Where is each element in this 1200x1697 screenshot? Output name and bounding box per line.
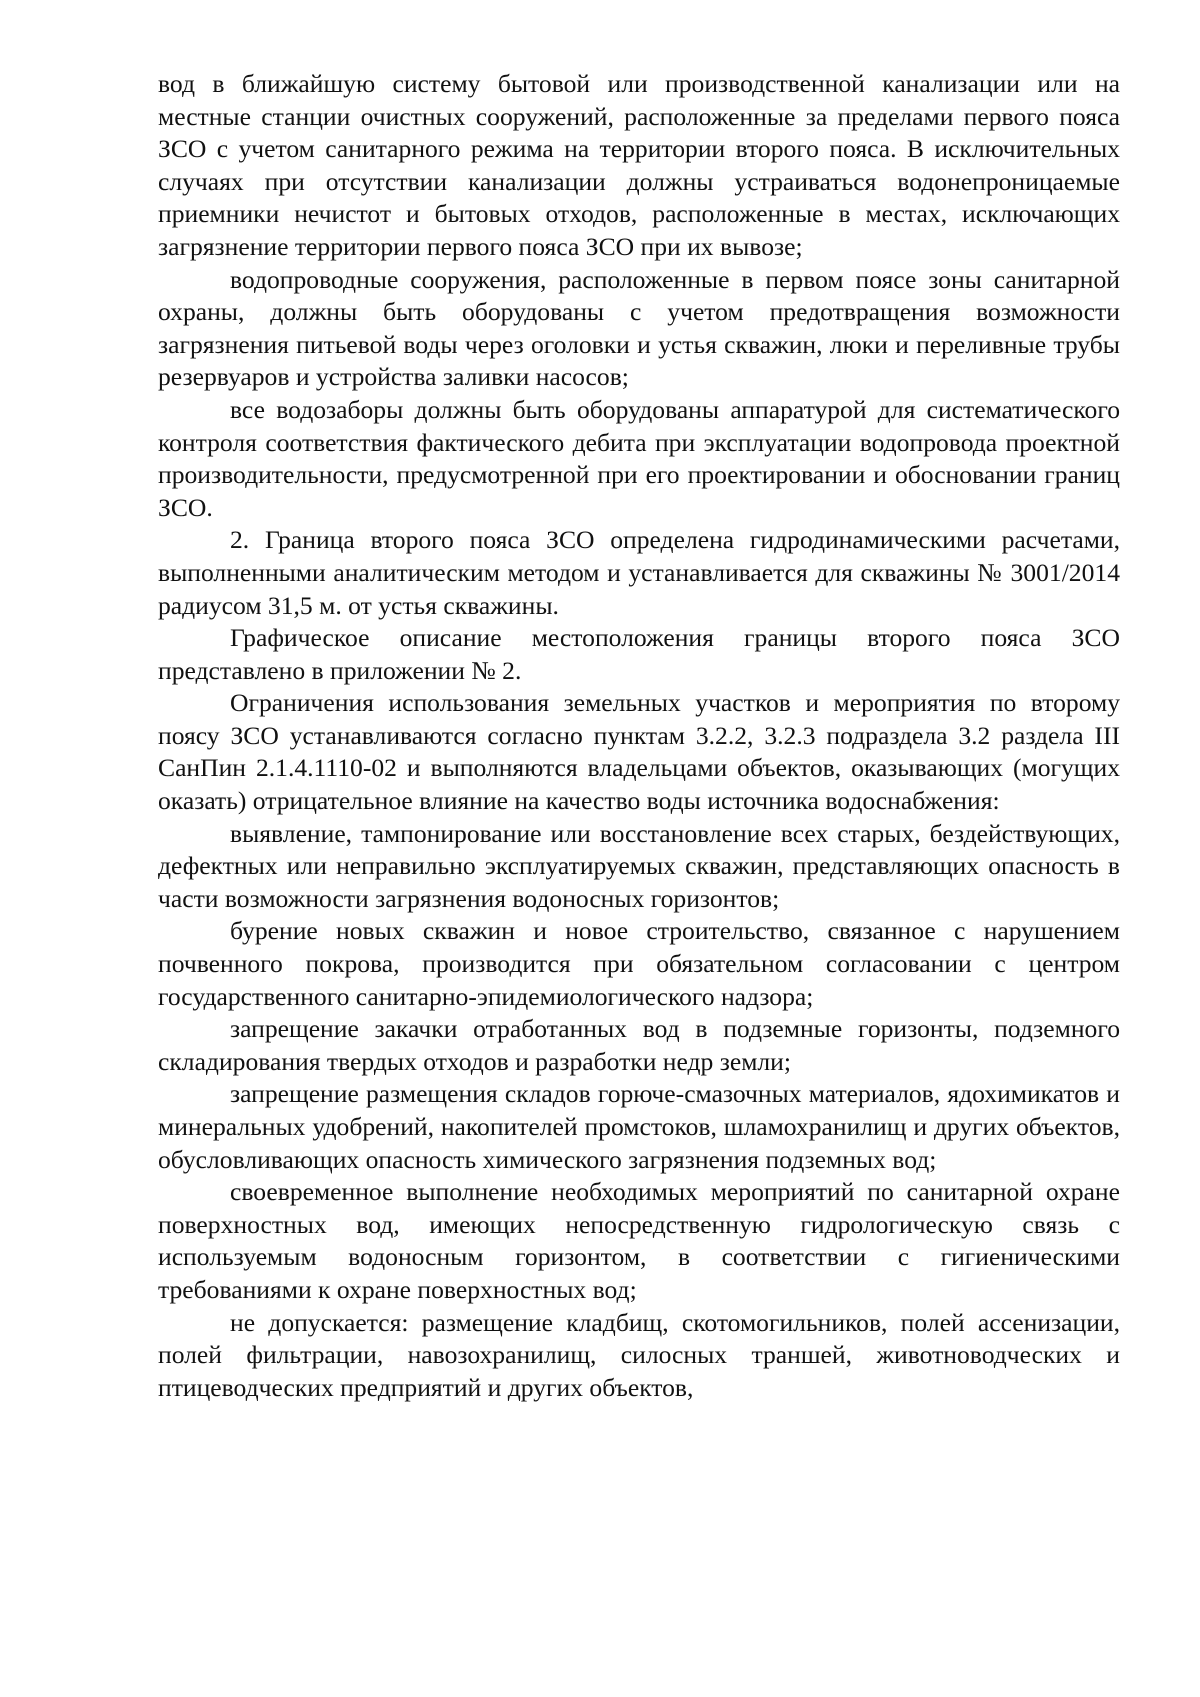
paragraph-7: выявление, тампонирование или восстановление всех старых, бездействующих, дефектных или неправильно эксплуатируемых скважин, представляющих опасность в части возможности загрязнения водоносных горизонтов; [158, 818, 1120, 913]
paragraph-3: все водозаборы должны быть оборудованы аппаратурой для систематического контроля соответствия фактического дебита при эксплуатации водопровода проектной производительности, предусмотренной при его проектировании и обосновании границ ЗСО. [158, 394, 1120, 522]
paragraph-4: 2. Граница второго пояса ЗСО определена гидродинамическими расчетами, выполненными аналитическим методом и устанавливается для скважины № 3001/2014 радиусом 31,5 м. от устья скважины. [158, 525, 1120, 620]
paragraph-1: вод в ближайшую систему бытовой или производственной канализации или на местные станции очистных сооружений, расположенные за пределами первого пояса ЗСО с учетом санитарного режима на территории второго пояса. В исключительных случаях при отсутствии канализации должны устраиваться водонепроницаемые приемники нечистот и бытовых отходов, расположенные в местах, исключающих загрязнение территории первого пояса ЗСО при их вывозе; [158, 69, 1120, 261]
document-page [158, 68, 1120, 1404]
paragraph-6: Ограничения использования земельных участков и мероприятия по второму поясу ЗСО устанавливаются согласно пунктам 3.2.2, 3.2.3 подраздела 3.2 раздела III СанПин 2.1.4.1110-02 и выполняются владельцами объектов, оказывающих (могущих оказать) отрицательное влияние на качество воды источника водоснабжения: [158, 688, 1120, 816]
paragraph-5: Графическое описание местоположения границы второго пояса ЗСО представлено в приложении № 2. [158, 623, 1120, 685]
paragraph-8: бурение новых скважин и новое строительство, связанное с нарушением почвенного покрова, производится при обязательном согласовании с центром государственного санитарно-эпидемиологического надзора; [158, 916, 1120, 1011]
paragraph-10: запрещение размещения складов горюче-смазочных материалов, ядохимикатов и минеральных удобрений, накопителей промстоков, шламохранилищ и других объектов, обусловливающих опасность химического загрязнения подземных вод; [158, 1079, 1120, 1174]
paragraph-12: не допускается: размещение кладбищ, скотомогильников, полей ассенизации, полей фильтрации, навозохранилищ, силосных траншей, животноводческих и птицеводческих предприятий и других объектов, [158, 1307, 1120, 1402]
paragraph-2: водопроводные сооружения, расположенные в первом поясе зоны санитарной охраны, должны быть оборудованы с учетом предотвращения возможности загрязнения питьевой воды через оголовки и устья скважин, люки и переливные трубы резервуаров и устройства заливки насосов; [158, 264, 1120, 392]
paragraph-9: запрещение закачки отработанных вод в подземные горизонты, подземного складирования твердых отходов и разработки недр земли; [158, 1014, 1120, 1076]
paragraph-11: своевременное выполнение необходимых мероприятий по санитарной охране поверхностных вод, имеющих непосредственную гидрологическую связь с используемым водоносным горизонтом, в соответствии с гигиеническими требованиями к охране поверхностных вод; [158, 1177, 1120, 1304]
